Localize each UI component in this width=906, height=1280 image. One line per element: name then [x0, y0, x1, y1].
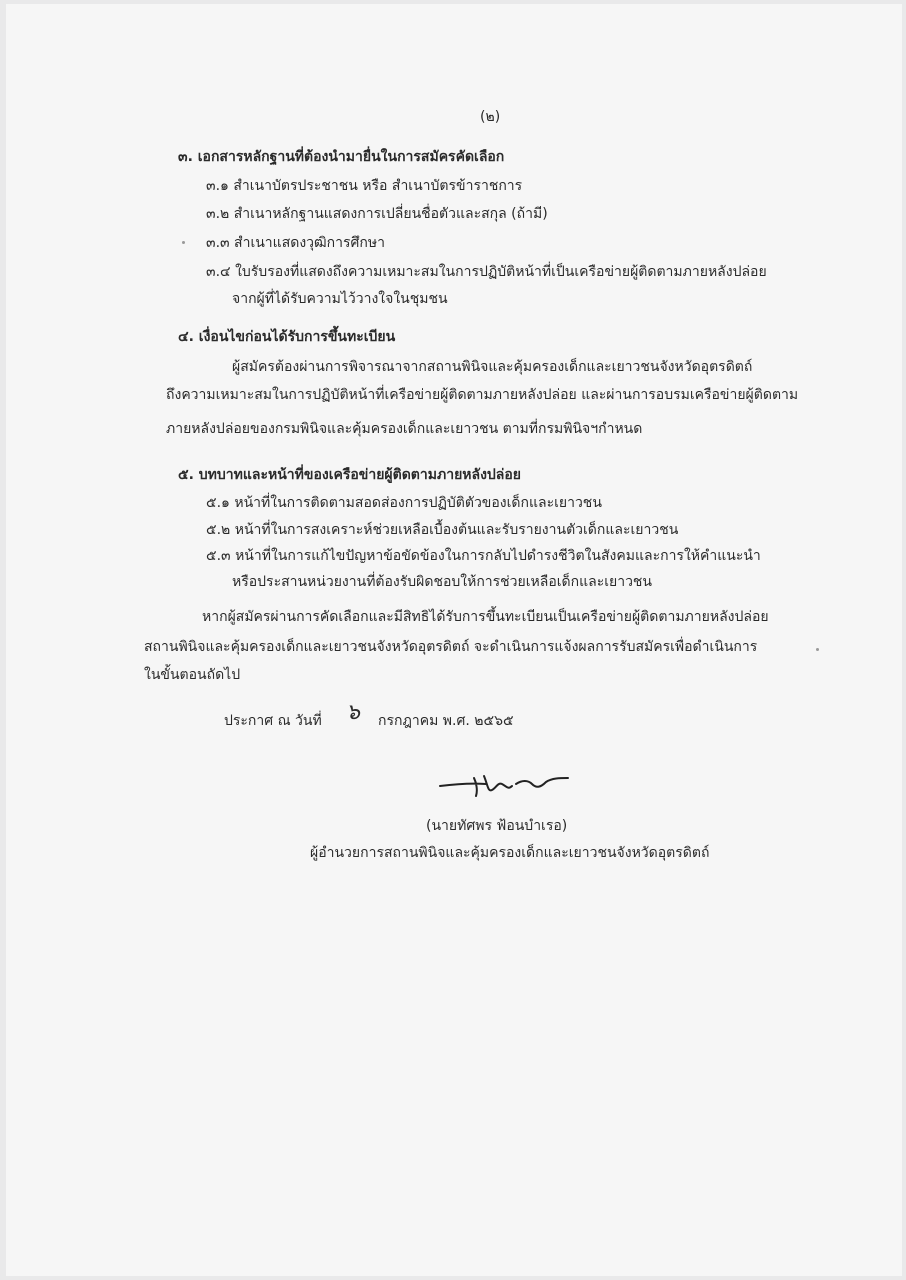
section-4-line-2: ถึงความเหมาะสมในการปฏิบัติหน้าที่เครือข่ายผู้ติดตามภายหลังปล่อย และผ่านการอบรมเครือข่ายผู้ติดตาม: [166, 387, 799, 403]
signatory-name: (นายทัศพร ฟ้อนบำเรอ): [426, 818, 568, 834]
section-3-heading: ๓. เอกสารหลักฐานที่ต้องนำมายื่นในการสมัครคัดเลือก: [178, 149, 505, 165]
document-page: [6, 4, 902, 1276]
section-5-item-1: ๕.๑ หน้าที่ในการติดตามสอดส่องการปฏิบัติตัวของเด็กและเยาวชน: [206, 495, 602, 511]
section-3-item-1: ๓.๑ สำเนาบัตรประชาชน หรือ สำเนาบัตรข้าราชการ: [206, 178, 523, 194]
scan-speck: [816, 648, 819, 651]
closing-line-1: หากผู้สมัครผ่านการคัดเลือกและมีสิทธิได้รับการขึ้นทะเบียนเป็นเครือข่ายผู้ติดตามภายหลังปล่อย: [202, 609, 769, 625]
closing-line-3: ในขั้นตอนถัดไป: [144, 667, 241, 683]
signature-image: [436, 770, 576, 800]
page-number: (๒): [480, 109, 501, 125]
section-5-item-2: ๕.๒ หน้าที่ในการสงเคราะห์ช่วยเหลือเบื้องต้นและรับรายงานตัวเด็กและเยาวชน: [206, 522, 679, 538]
announce-month-year: กรกฎาคม พ.ศ. ๒๕๖๕: [378, 713, 514, 729]
section-3-item-4: ๓.๔ ใบรับรองที่แสดงถึงความเหมาะสมในการปฏิบัติหน้าที่เป็นเครือข่ายผู้ติดตามภายหลังปล่อย: [206, 264, 767, 280]
section-5-item-3-continued: หรือประสานหน่วยงานที่ต้องรับผิดชอบให้การช่วยเหลือเด็กและเยาวชน: [232, 574, 652, 590]
announce-day: ๖: [346, 700, 360, 725]
scan-speck: [182, 241, 185, 244]
section-5-item-3: ๕.๓ หน้าที่ในการแก้ไขปัญหาข้อขัดข้องในการกลับไปดำรงชีวิตในสังคมและการให้คำแนะนำ: [206, 548, 761, 564]
section-4-line-3: ภายหลังปล่อยของกรมพินิจและคุ้มครองเด็กและเยาวชน ตามที่กรมพินิจฯกำหนด: [166, 421, 643, 437]
section-5-heading: ๕. บทบาทและหน้าที่ของเครือข่ายผู้ติดตามภายหลังปล่อย: [178, 467, 521, 483]
section-4-line-1: ผู้สมัครต้องผ่านการพิจารณาจากสถานพินิจและคุ้มครองเด็กและเยาวชนจังหวัดอุตรดิตถ์: [232, 359, 753, 375]
signatory-position: ผู้อำนวยการสถานพินิจและคุ้มครองเด็กและเยาวชนจังหวัดอุตรดิตถ์: [310, 845, 710, 861]
section-3-item-4-continued: จากผู้ที่ได้รับความไว้วางใจในชุมชน: [232, 291, 448, 307]
closing-line-2: สถานพินิจและคุ้มครองเด็กและเยาวชนจังหวัดอุตรดิตถ์ จะดำเนินการแจ้งผลการรับสมัครเพื่อดำเนินการ: [144, 639, 758, 655]
announce-prefix: ประกาศ ณ วันที่: [224, 713, 322, 729]
section-4-heading: ๔. เงื่อนไขก่อนได้รับการขึ้นทะเบียน: [178, 329, 396, 345]
section-3-item-2: ๓.๒ สำเนาหลักฐานแสดงการเปลี่ยนชื่อตัวและสกุล (ถ้ามี): [206, 206, 548, 222]
section-3-item-3: ๓.๓ สำเนาแสดงวุฒิการศึกษา: [206, 235, 385, 251]
